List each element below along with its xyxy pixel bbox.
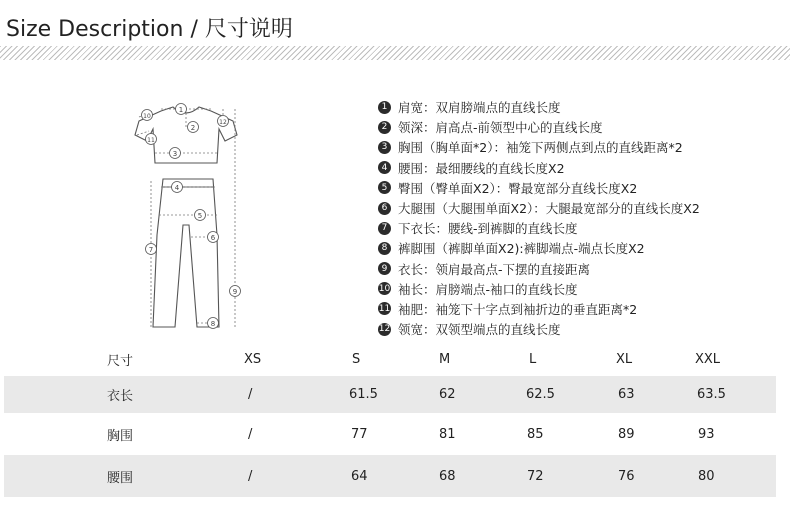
svg-text:9: 9 — [232, 288, 238, 296]
row-label: 衣长 — [107, 389, 134, 404]
legend-text: 领宽：双领型端点的直线长度 — [398, 322, 561, 338]
legend-text: 衣长：领肩最高点-下摆的直接距离 — [398, 261, 591, 277]
number-badge: 10 — [378, 283, 391, 294]
row-label: 胸围 — [107, 428, 134, 444]
table-cell: 93 — [698, 426, 715, 442]
legend-item — [378, 178, 700, 198]
svg-text:5: 5 — [197, 212, 203, 220]
svg-text:1: 1 — [178, 106, 184, 114]
svg-text:8: 8 — [210, 320, 216, 328]
table-cell: 72 — [527, 468, 544, 484]
number-badge: 8 — [378, 242, 391, 255]
table-row — [4, 376, 776, 413]
header-s: S — [352, 351, 361, 367]
header-xl: XL — [616, 351, 633, 367]
table-cell: / — [248, 468, 253, 484]
legend-item — [378, 279, 700, 299]
title-divider — [0, 46, 790, 60]
legend-item — [378, 259, 700, 279]
legend-text: 腰围：最细腰线的直线长度X2 — [398, 160, 565, 176]
table-header-row — [0, 342, 790, 376]
legend-text: 袖肥：袖笼下十字点到袖折边的垂直距离*2 — [398, 301, 638, 317]
table-cell: 62 — [439, 387, 456, 402]
header-xxl: XXL — [695, 351, 721, 367]
number-badge: 1 — [378, 101, 391, 114]
legend-text: 肩宽：双肩膀端点的直线长度 — [398, 100, 561, 116]
number-badge: 11 — [378, 303, 391, 314]
svg-text:12: 12 — [219, 119, 227, 126]
svg-text:11: 11 — [147, 137, 155, 144]
table-cell: 80 — [698, 468, 715, 484]
number-badge: 9 — [378, 262, 391, 275]
table-cell: 68 — [439, 468, 456, 484]
row-label: 腰围 — [107, 470, 134, 486]
header-m: M — [439, 351, 451, 367]
diagram-markers — [142, 104, 241, 329]
number-badge: 12 — [378, 324, 391, 335]
measurement-legend — [378, 97, 700, 339]
header-size: 尺寸 — [107, 353, 134, 369]
page-title: Size Description / 尺寸说明 — [6, 17, 293, 42]
table-row — [0, 413, 790, 455]
svg-text:4: 4 — [174, 184, 180, 192]
number-badge: 6 — [378, 202, 391, 215]
legend-item — [378, 158, 700, 178]
table-cell: 61.5 — [349, 387, 378, 402]
legend-item — [378, 137, 700, 157]
table-row — [4, 455, 776, 497]
legend-text: 胸围（胸单面*2）：袖笼下两侧点到点的直线距离*2 — [398, 140, 683, 156]
svg-text:6: 6 — [210, 234, 216, 242]
table-cell: 62.5 — [526, 387, 555, 402]
legend-item — [378, 97, 700, 117]
table-cell: 77 — [351, 426, 368, 442]
table-cell: 89 — [618, 426, 635, 442]
garment-diagram — [125, 95, 250, 340]
table-cell: 76 — [618, 468, 635, 484]
table-cell: 81 — [439, 426, 456, 442]
svg-text:3: 3 — [172, 150, 178, 158]
legend-item — [378, 319, 700, 339]
svg-text:7: 7 — [148, 246, 154, 254]
number-badge: 4 — [378, 161, 391, 174]
legend-item — [378, 299, 700, 319]
legend-item — [378, 218, 700, 238]
svg-text:10: 10 — [143, 113, 151, 120]
size-table — [0, 342, 790, 497]
table-cell: 64 — [351, 468, 368, 484]
header-l: L — [529, 351, 537, 367]
legend-text: 下衣长：腰线-到裤脚的直线长度 — [398, 221, 578, 237]
legend-item — [378, 198, 700, 218]
table-cell: / — [248, 426, 253, 442]
legend-item — [378, 238, 700, 258]
table-cell: 63.5 — [697, 387, 726, 402]
table-cell: 85 — [527, 426, 544, 442]
number-badge: 2 — [378, 121, 391, 134]
svg-text:2: 2 — [190, 124, 196, 132]
header-xs: XS — [244, 351, 262, 367]
number-badge: 5 — [378, 181, 391, 194]
legend-text: 大腿围（大腿围单面X2）：大腿最宽部分的直线长度X2 — [398, 201, 700, 217]
table-cell: 63 — [618, 387, 635, 402]
legend-text: 臀围（臀单面X2）：臀最宽部分直线长度X2 — [398, 180, 638, 196]
legend-item — [378, 117, 700, 137]
legend-text: 袖长：肩膀端点-袖口的直线长度 — [398, 281, 578, 297]
number-badge: 3 — [378, 141, 391, 154]
legend-text: 领深：肩高点-前领型中心的直线长度 — [398, 120, 603, 136]
table-cell: / — [248, 387, 253, 402]
number-badge: 7 — [378, 222, 391, 235]
legend-text: 裤脚围（裤脚单面X2):裤脚端点-端点长度X2 — [398, 241, 645, 257]
